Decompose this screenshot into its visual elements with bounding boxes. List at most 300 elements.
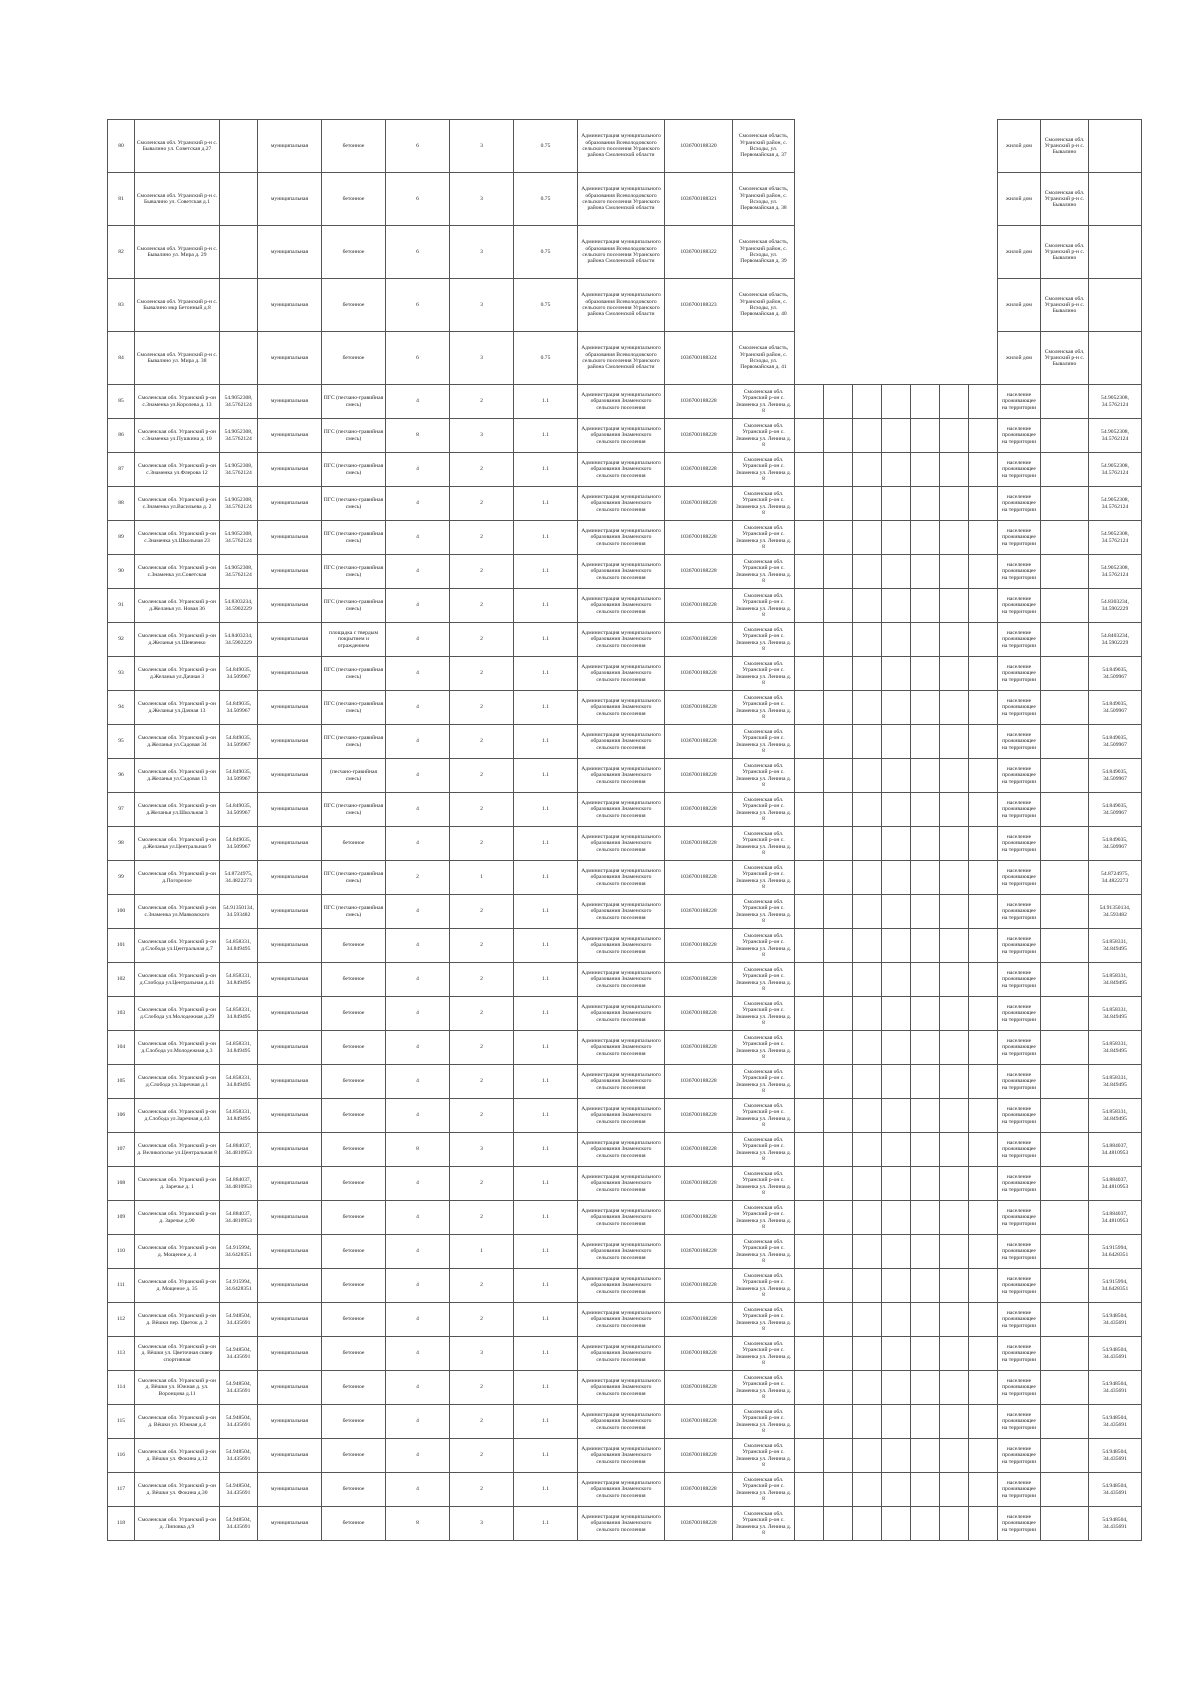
empty-cell <box>969 1303 998 1337</box>
served-area <box>1041 487 1089 521</box>
container-count: 3 <box>450 173 514 226</box>
empty-cell <box>853 691 882 725</box>
container-count: 2 <box>450 1065 514 1099</box>
waste-source: население проживающее на территории <box>998 793 1041 827</box>
pad-area: 4 <box>386 895 450 929</box>
served-coordinates: 54.9052308, 34.5762124 <box>1089 385 1142 419</box>
container-volume: 1.1 <box>514 1099 578 1133</box>
empty-cell <box>911 1405 940 1439</box>
container-volume: 1.1 <box>514 827 578 861</box>
waste-source: население проживающее на территории <box>998 1133 1041 1167</box>
owner-ogrn: 1036700188228 <box>665 963 733 997</box>
ownership-type: муниципальная <box>258 1201 322 1235</box>
container-volume: 1.1 <box>514 1065 578 1099</box>
owner-ogrn: 1036700188323 <box>665 279 733 332</box>
served-area <box>1041 1201 1089 1235</box>
surface-type: бетонное <box>322 997 386 1031</box>
site-address: Смоленская обл. Угранский р-он д.Желанья ул.Дачная 3 <box>135 657 220 691</box>
site-address: Смоленская обл. Угранский р-он д. Вёшки пер. Цветок д. 2 <box>135 1303 220 1337</box>
empty-cell <box>795 725 824 759</box>
empty-cell <box>882 453 911 487</box>
served-area: Смоленская обл. Угранский р-н с. Бывалино <box>1041 332 1089 385</box>
owner-ogrn: 1036700188228 <box>665 487 733 521</box>
empty-cell <box>853 1405 882 1439</box>
served-coordinates: 54.948504, 34.435691 <box>1089 1439 1142 1473</box>
empty-cell <box>824 589 853 623</box>
container-volume: 1.1 <box>514 1269 578 1303</box>
empty-cell <box>795 419 824 453</box>
empty-cell <box>795 929 824 963</box>
container-count: 3 <box>450 120 514 173</box>
served-coordinates: 54.858331, 34.849495 <box>1089 1031 1142 1065</box>
table-row <box>108 555 1142 589</box>
empty-cell <box>940 1337 969 1371</box>
empty-cell <box>853 1201 882 1235</box>
empty-cell <box>940 929 969 963</box>
empty-cell <box>911 1167 940 1201</box>
site-address: Смоленская обл. Угранский р-он д. Великополье ул.Центральная 8 <box>135 1133 220 1167</box>
container-volume: 1.1 <box>514 759 578 793</box>
table-row <box>108 1337 1142 1371</box>
owner-name: Администрация муниципального образования Знаменского сельского поселения <box>578 589 665 623</box>
table-row <box>108 827 1142 861</box>
pad-area: 4 <box>386 1439 450 1473</box>
owner-ogrn: 1036700188228 <box>665 1405 733 1439</box>
table-row <box>108 1303 1142 1337</box>
container-count: 2 <box>450 623 514 657</box>
empty-cell <box>940 997 969 1031</box>
empty-cell <box>969 1133 998 1167</box>
served-area <box>1041 1235 1089 1269</box>
pad-area: 4 <box>386 929 450 963</box>
owner-ogrn: 1036700188228 <box>665 793 733 827</box>
empty-cell <box>824 1099 853 1133</box>
owner-ogrn: 1036700188321 <box>665 173 733 226</box>
empty-cell <box>853 1507 882 1541</box>
coordinates: 54.9052308, 34.5762124 <box>220 555 258 589</box>
table-row <box>108 1031 1142 1065</box>
empty-cell <box>969 1371 998 1405</box>
owner-name: Администрация муниципального образования Знаменского сельского поселения <box>578 1065 665 1099</box>
empty-cell <box>940 1473 969 1507</box>
served-coordinates: 54.8724975, 34.4822273 <box>1089 861 1142 895</box>
owner-address: Смоленская обл. Угранский р-он с. Знаменка ул. Ленина д. 8 <box>733 929 795 963</box>
site-address: Смоленская обл. Угранский р-он д.Желанья ул.Шевченко <box>135 623 220 657</box>
empty-cell <box>795 1439 824 1473</box>
row-number: 114 <box>108 1371 135 1405</box>
empty-cell <box>911 759 940 793</box>
owner-ogrn: 1036700188322 <box>665 226 733 279</box>
ownership-type: муниципальная <box>258 997 322 1031</box>
empty-cell <box>853 997 882 1031</box>
served-area <box>1041 453 1089 487</box>
row-number: 100 <box>108 895 135 929</box>
table-row <box>108 759 1142 793</box>
served-area: Смоленская обл. Угранский р-н с. Бывалино <box>1041 279 1089 332</box>
container-volume: 1.1 <box>514 385 578 419</box>
served-coordinates: 54.849035, 34.509967 <box>1089 793 1142 827</box>
coordinates: 54.915994, 34.6428351 <box>220 1269 258 1303</box>
empty-cell <box>795 1507 824 1541</box>
served-area <box>1041 1065 1089 1099</box>
waste-source: население проживающее на территории <box>998 385 1041 419</box>
coordinates: 54.8403234, 34.5902229 <box>220 623 258 657</box>
site-address: Смоленская обл. Угранский р-он д.Желанья ул.Центральная 9 <box>135 827 220 861</box>
site-address: Смоленская обл. Угранский р-он д. Мощеное д. 35 <box>135 1269 220 1303</box>
empty-cell <box>969 521 998 555</box>
owner-name: Администрация муниципального образования Знаменского сельского поселения <box>578 1099 665 1133</box>
waste-source: жилой дом <box>998 120 1041 173</box>
empty-cell <box>882 861 911 895</box>
coordinates: 54.884037, 34.4810953 <box>220 1167 258 1201</box>
surface-type: площадка с твердым покрытием и ограждением <box>322 623 386 657</box>
empty-cell <box>969 453 998 487</box>
served-area <box>1041 1031 1089 1065</box>
site-address: Смоленская обл. Угранский р-он д. Липовка д.9 <box>135 1507 220 1541</box>
empty-cell <box>795 759 824 793</box>
served-area <box>1041 385 1089 419</box>
waste-source: жилой дом <box>998 226 1041 279</box>
owner-address: Смоленская обл. Угранский р-он с. Знаменка ул. Ленина д. 8 <box>733 1405 795 1439</box>
empty-cell <box>969 385 998 419</box>
waste-source: население проживающее на территории <box>998 895 1041 929</box>
container-count: 2 <box>450 691 514 725</box>
container-count: 2 <box>450 793 514 827</box>
empty-cell <box>940 1439 969 1473</box>
empty-cell <box>911 1371 940 1405</box>
coordinates: 54.849035, 34.509967 <box>220 793 258 827</box>
served-area <box>1041 1405 1089 1439</box>
container-volume: 1.1 <box>514 691 578 725</box>
table-row <box>108 1235 1142 1269</box>
site-address: Смоленская обл. Угранский р-он д.Слобода ул.Молодежная д.3 <box>135 1031 220 1065</box>
table-row <box>108 793 1142 827</box>
empty-cell <box>795 1235 824 1269</box>
waste-source: население проживающее на территории <box>998 997 1041 1031</box>
container-count: 2 <box>450 929 514 963</box>
waste-source: население проживающее на территории <box>998 1235 1041 1269</box>
ownership-type: муниципальная <box>258 895 322 929</box>
site-address: Смоленская обл. Угранский р-он д.Желанья ул.Садовая 34 <box>135 725 220 759</box>
waste-source: население проживающее на территории <box>998 1201 1041 1235</box>
coordinates: 54.915994, 34.6428351 <box>220 1235 258 1269</box>
coordinates: 54.948504, 34.435691 <box>220 1473 258 1507</box>
empty-cell <box>940 623 969 657</box>
served-coordinates: 54.884037, 34.4810953 <box>1089 1167 1142 1201</box>
register-table <box>107 119 1142 1541</box>
served-coordinates: 54.8403234, 34.5902229 <box>1089 623 1142 657</box>
empty-cell <box>824 1337 853 1371</box>
surface-type: ПГС (песчано-гравийная смесь) <box>322 657 386 691</box>
row-number: 111 <box>108 1269 135 1303</box>
empty-cell <box>824 895 853 929</box>
owner-address: Смоленская обл. Угранский р-он с. Знаменка ул. Ленина д. 8 <box>733 1337 795 1371</box>
empty-cell <box>795 1201 824 1235</box>
empty-cell <box>882 555 911 589</box>
site-address: Смоленская обл. Угранский р-н с. Бывалино ул. Мира д. 38 <box>135 332 220 385</box>
table-row <box>108 1099 1142 1133</box>
empty-cell <box>853 419 882 453</box>
owner-address: Смоленская обл. Угранский р-он с. Знаменка ул. Ленина д. 8 <box>733 1031 795 1065</box>
surface-type: бетонное <box>322 1031 386 1065</box>
site-address: Смоленская обл. Угранский р-он с.Знаменка ул.Школьная 23 <box>135 521 220 555</box>
row-number: 88 <box>108 487 135 521</box>
ownership-type: муниципальная <box>258 1337 322 1371</box>
site-address: Смоленская обл. Угранский р-н с. Бывалино мкр Бетонный д.8 <box>135 279 220 332</box>
ownership-type: муниципальная <box>258 793 322 827</box>
pad-area: 4 <box>386 1371 450 1405</box>
empty-cell <box>940 691 969 725</box>
empty-cell <box>795 827 824 861</box>
served-coordinates: 54.948504, 34.435691 <box>1089 1337 1142 1371</box>
empty-cell <box>824 861 853 895</box>
empty-cell <box>853 725 882 759</box>
pad-area: 4 <box>386 997 450 1031</box>
empty-cell <box>940 725 969 759</box>
table-row <box>108 1133 1142 1167</box>
owner-address: Смоленская обл. Угранский р-он с. Знаменка ул. Ленина д. 8 <box>733 419 795 453</box>
row-number: 91 <box>108 589 135 623</box>
table-row <box>108 1371 1142 1405</box>
site-address: Смоленская обл. Угранский р-он д. Вёшки ул. Южная д. ул. Воронцова д.11 <box>135 1371 220 1405</box>
empty-cell <box>882 1405 911 1439</box>
owner-name: Администрация муниципального образования Всеволодовского сельского поселения Угранского района Смоленской области <box>578 332 665 385</box>
empty-cell <box>795 385 824 419</box>
empty-cell <box>911 1133 940 1167</box>
empty-cell <box>795 1337 824 1371</box>
empty-cell <box>824 929 853 963</box>
served-area <box>1041 691 1089 725</box>
owner-name: Администрация муниципального образования Знаменского сельского поселения <box>578 963 665 997</box>
empty-cell <box>940 1201 969 1235</box>
waste-source: жилой дом <box>998 279 1041 332</box>
owner-ogrn: 1036700188228 <box>665 1065 733 1099</box>
empty-cell <box>911 793 940 827</box>
waste-source: население проживающее на территории <box>998 759 1041 793</box>
owner-address: Смоленская обл. Угранский р-он с. Знаменка ул. Ленина д. 8 <box>733 589 795 623</box>
site-address: Смоленская обл. Угранский р-он д. Мощеное д. 4 <box>135 1235 220 1269</box>
owner-address: Смоленская обл. Угранский р-он с. Знаменка ул. Ленина д. 8 <box>733 1099 795 1133</box>
owner-ogrn: 1036700188228 <box>665 521 733 555</box>
empty-gap <box>795 173 998 226</box>
empty-cell <box>882 929 911 963</box>
site-address: Смоленская обл. Угранский р-он д.Слобода ул.Молодежная д.29 <box>135 997 220 1031</box>
empty-cell <box>824 657 853 691</box>
pad-area: 6 <box>386 332 450 385</box>
row-number: 89 <box>108 521 135 555</box>
row-number: 87 <box>108 453 135 487</box>
owner-ogrn: 1036700188228 <box>665 1031 733 1065</box>
owner-ogrn: 1036700188228 <box>665 827 733 861</box>
empty-cell <box>824 691 853 725</box>
container-count: 2 <box>450 1371 514 1405</box>
empty-cell <box>882 691 911 725</box>
site-address: Смоленская обл. Угранский р-он д. Вёшки ул. Фокина д.30 <box>135 1473 220 1507</box>
surface-type: бетонное <box>322 929 386 963</box>
row-number: 95 <box>108 725 135 759</box>
pad-area: 4 <box>386 521 450 555</box>
empty-cell <box>882 963 911 997</box>
waste-source: население проживающее на территории <box>998 1099 1041 1133</box>
empty-cell <box>882 1473 911 1507</box>
container-volume: 1.1 <box>514 589 578 623</box>
empty-cell <box>911 725 940 759</box>
owner-address: Смоленская обл. Угранский р-он с. Знаменка ул. Ленина д. 8 <box>733 997 795 1031</box>
coordinates <box>220 226 258 279</box>
row-number: 86 <box>108 419 135 453</box>
served-area <box>1041 895 1089 929</box>
container-volume: 1.1 <box>514 725 578 759</box>
row-number: 93 <box>108 657 135 691</box>
container-count: 2 <box>450 555 514 589</box>
surface-type: бетонное <box>322 827 386 861</box>
served-area <box>1041 1473 1089 1507</box>
owner-ogrn: 1036700188228 <box>665 895 733 929</box>
served-coordinates: 54.858331, 34.849495 <box>1089 1099 1142 1133</box>
ownership-type: муниципальная <box>258 1133 322 1167</box>
owner-name: Администрация муниципального образования Знаменского сельского поселения <box>578 1167 665 1201</box>
empty-cell <box>911 827 940 861</box>
coordinates: 54.948504, 34.435691 <box>220 1405 258 1439</box>
container-volume: 1.1 <box>514 521 578 555</box>
pad-area: 4 <box>386 759 450 793</box>
served-area: Смоленская обл. Угранский р-н с. Бывалино <box>1041 226 1089 279</box>
empty-cell <box>940 555 969 589</box>
empty-cell <box>882 1269 911 1303</box>
empty-cell <box>940 759 969 793</box>
coordinates: 54.9052308, 34.5762124 <box>220 487 258 521</box>
empty-cell <box>882 419 911 453</box>
owner-name: Администрация муниципального образования Знаменского сельского поселения <box>578 1235 665 1269</box>
empty-cell <box>882 385 911 419</box>
empty-cell <box>853 1235 882 1269</box>
site-address: Смоленская обл. Угранский р-он д. Вёшки ул. Фокина д.12 <box>135 1439 220 1473</box>
waste-source: население проживающее на территории <box>998 1065 1041 1099</box>
surface-type: бетонное <box>322 1133 386 1167</box>
pad-area: 4 <box>386 1303 450 1337</box>
table-row <box>108 1439 1142 1473</box>
empty-cell <box>824 487 853 521</box>
owner-ogrn: 1036700188228 <box>665 555 733 589</box>
owner-address: Смоленская область, Угранский район, с. Всходы, ул. Первомайская д. 39 <box>733 226 795 279</box>
owner-name: Администрация муниципального образования Знаменского сельского поселения <box>578 895 665 929</box>
empty-cell <box>969 555 998 589</box>
table-row <box>108 226 1142 279</box>
empty-cell <box>795 895 824 929</box>
owner-ogrn: 1036700188228 <box>665 623 733 657</box>
empty-cell <box>969 1167 998 1201</box>
container-volume: 1.1 <box>514 1303 578 1337</box>
ownership-type: муниципальная <box>258 963 322 997</box>
owner-ogrn: 1036700188228 <box>665 759 733 793</box>
empty-cell <box>940 793 969 827</box>
empty-cell <box>853 657 882 691</box>
table-row <box>108 173 1142 226</box>
served-coordinates: 54.9052308, 34.5762124 <box>1089 419 1142 453</box>
surface-type: ПГС (песчано-гравийная смесь) <box>322 861 386 895</box>
empty-cell <box>911 1337 940 1371</box>
row-number: 84 <box>108 332 135 385</box>
container-volume: 0.75 <box>514 120 578 173</box>
surface-type: бетонное <box>322 1235 386 1269</box>
owner-address: Смоленская обл. Угранский р-он с. Знаменка ул. Ленина д. 8 <box>733 1473 795 1507</box>
pad-area: 6 <box>386 120 450 173</box>
served-area <box>1041 1099 1089 1133</box>
served-coordinates: 54.858331, 34.849495 <box>1089 1065 1142 1099</box>
pad-area: 4 <box>386 555 450 589</box>
served-area <box>1041 419 1089 453</box>
table-row <box>108 1167 1142 1201</box>
empty-cell <box>824 521 853 555</box>
owner-address: Смоленская обл. Угранский р-он с. Знаменка ул. Ленина д. 8 <box>733 1133 795 1167</box>
coordinates: 54.884037, 34.4810953 <box>220 1133 258 1167</box>
served-area <box>1041 997 1089 1031</box>
ownership-type: муниципальная <box>258 1031 322 1065</box>
empty-cell <box>940 385 969 419</box>
empty-cell <box>882 1031 911 1065</box>
site-address: Смоленская обл. Угранский р-он д.Слобода ул.Заречная д.1 <box>135 1065 220 1099</box>
empty-cell <box>969 691 998 725</box>
surface-type: бетонное <box>322 173 386 226</box>
empty-cell <box>853 589 882 623</box>
empty-cell <box>969 827 998 861</box>
coordinates: 54.948504, 34.435691 <box>220 1439 258 1473</box>
empty-cell <box>940 1167 969 1201</box>
empty-cell <box>969 861 998 895</box>
surface-type: ПГС (песчано-гравийная смесь) <box>322 555 386 589</box>
empty-cell <box>911 657 940 691</box>
container-count: 3 <box>450 1337 514 1371</box>
empty-cell <box>853 521 882 555</box>
waste-source: население проживающее на территории <box>998 1405 1041 1439</box>
empty-cell <box>853 555 882 589</box>
waste-source: население проживающее на территории <box>998 861 1041 895</box>
empty-cell <box>824 1303 853 1337</box>
served-coordinates: 54.849035, 34.509967 <box>1089 725 1142 759</box>
container-count: 2 <box>450 895 514 929</box>
empty-cell <box>824 793 853 827</box>
empty-cell <box>882 725 911 759</box>
owner-address: Смоленская обл. Угранский р-он с. Знаменка ул. Ленина д. 8 <box>733 827 795 861</box>
empty-cell <box>824 555 853 589</box>
empty-cell <box>853 1099 882 1133</box>
owner-ogrn: 1036700188228 <box>665 1099 733 1133</box>
served-coordinates: 54.849035, 34.509967 <box>1089 827 1142 861</box>
table-row <box>108 453 1142 487</box>
surface-type: ПГС (песчано-гравийная смесь) <box>322 691 386 725</box>
empty-cell <box>940 657 969 691</box>
empty-cell <box>853 1065 882 1099</box>
coordinates: 54.9052308, 34.5762124 <box>220 521 258 555</box>
empty-cell <box>824 1201 853 1235</box>
owner-address: Смоленская обл. Угранский р-он с. Знаменка ул. Ленина д. 8 <box>733 1439 795 1473</box>
empty-cell <box>824 963 853 997</box>
empty-cell <box>911 1201 940 1235</box>
ownership-type: муниципальная <box>258 385 322 419</box>
coordinates: 54.948504, 34.435691 <box>220 1507 258 1541</box>
owner-ogrn: 1036700188324 <box>665 332 733 385</box>
owner-ogrn: 1036700188228 <box>665 997 733 1031</box>
coordinates: 54.849035, 34.509967 <box>220 759 258 793</box>
waste-source: население проживающее на территории <box>998 1269 1041 1303</box>
owner-name: Администрация муниципального образования Знаменского сельского поселения <box>578 1371 665 1405</box>
container-volume: 1.1 <box>514 623 578 657</box>
empty-cell <box>911 1065 940 1099</box>
served-coordinates: 54.8303234, 34.5902229 <box>1089 589 1142 623</box>
table-row <box>108 623 1142 657</box>
empty-cell <box>824 385 853 419</box>
waste-source: население проживающее на территории <box>998 1507 1041 1541</box>
